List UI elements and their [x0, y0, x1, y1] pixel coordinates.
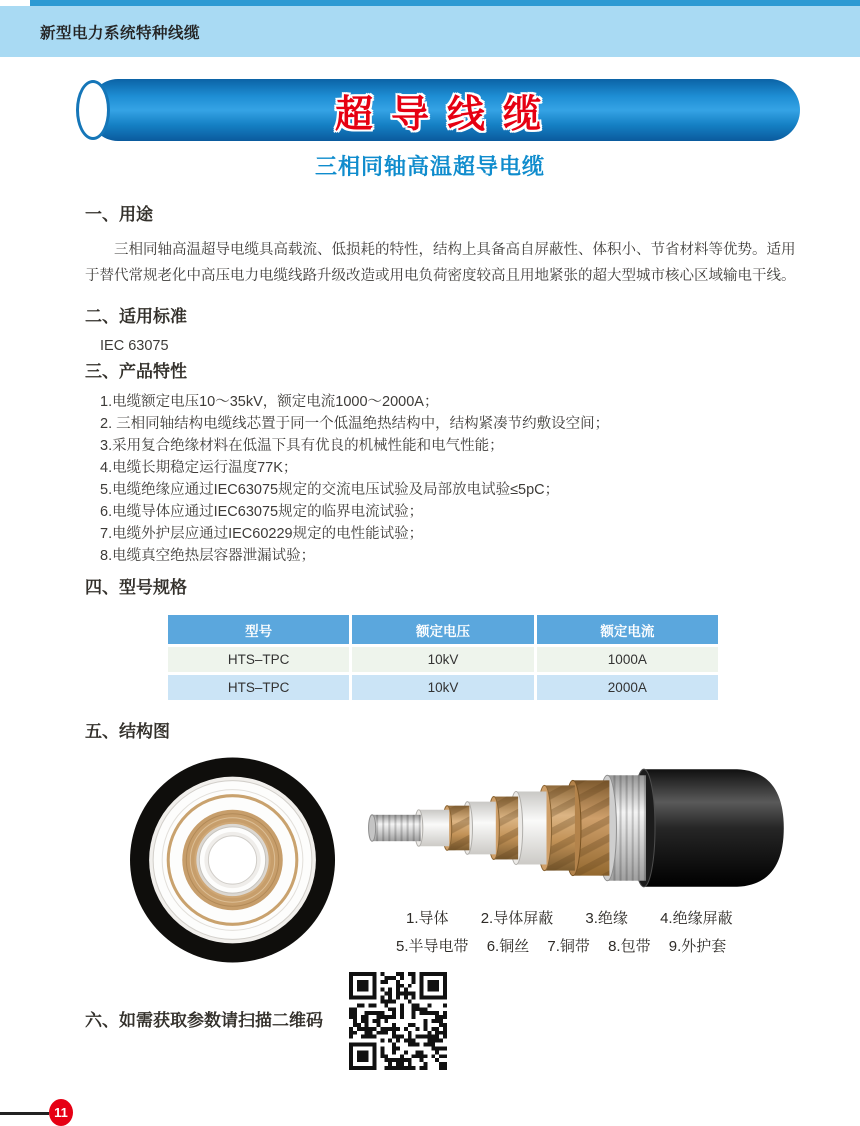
- label-copper-tape: 7.铜带: [547, 938, 590, 955]
- table-header-row: [168, 615, 718, 644]
- table-row: [168, 647, 718, 672]
- label-conductor-screen: 2.导体屏蔽: [480, 910, 554, 927]
- cell-current: 2000A: [537, 675, 718, 700]
- label-copper-wire: 6.铜丝: [486, 938, 530, 955]
- page-number: 11: [54, 1105, 68, 1120]
- structure-labels: [364, 908, 802, 958]
- feature-item: 1.电缆额定电压10～35kV，额定电流1000～2000A；: [100, 394, 439, 410]
- spec-table: [165, 612, 721, 703]
- feature-item: 8.电缆真空绝热层容器泄漏试验；: [100, 548, 316, 564]
- footer-rule: [0, 1112, 49, 1115]
- col-header-model: 型号: [168, 615, 349, 644]
- feature-item: 4.电缆长期稳定运行温度77K；: [100, 460, 298, 476]
- title-banner: [76, 79, 800, 141]
- feature-item: 7.电缆外护层应通过IEC60229规定的电性能试验；: [100, 526, 424, 542]
- cable-cross-section-diagram: [127, 754, 338, 966]
- feature-list: [100, 391, 802, 567]
- section-features: [85, 362, 802, 567]
- usage-paragraph: 三相同轴高温超导电缆具高载流、低损耗的特性，结构上具备高自屏蔽性、体积小、节省材料等优势。适用于替代常规老化中高压电力电缆线路升级改造或用电负荷密度较高且用地紧张的超大型城市核心区域输电干线。: [85, 242, 796, 284]
- col-header-current: 额定电流: [537, 615, 718, 644]
- feature-item: 3.采用复合绝缘材料在低温下具有优良的机械性能和电气性能；: [100, 438, 504, 454]
- section-standards: [85, 307, 802, 356]
- section-models: [85, 578, 802, 703]
- features-heading: 三、产品特性: [85, 362, 187, 381]
- section-structure: [85, 722, 802, 966]
- usage-heading: 一、用途: [85, 205, 153, 224]
- col-header-voltage: 额定电压: [352, 615, 533, 644]
- label-wrapping-tape: 8.包带: [608, 938, 651, 955]
- models-heading: 四、型号规格: [85, 578, 187, 597]
- feature-item: 6.电缆导体应通过IEC63075规定的临界电流试验；: [100, 504, 424, 520]
- cell-model: HTS–TPC: [168, 647, 349, 672]
- feature-item: 5.电缆绝缘应通过IEC63075规定的交流电压试验及局部放电试验≤5pC；: [100, 482, 560, 498]
- cell-voltage: 10kV: [352, 647, 533, 672]
- banner-title: 超导线缆: [334, 93, 559, 136]
- header-bar: [0, 6, 860, 57]
- label-conductor: 1.导体: [406, 910, 449, 927]
- feature-item: 2. 三相同轴结构电缆线芯置于同一个低温绝热结构中，结构紧凑节约敷设空间；: [100, 416, 610, 432]
- table-row: [168, 675, 718, 700]
- label-insulation-screen: 4.绝缘屏蔽: [660, 910, 733, 927]
- labels-row-2: [364, 936, 802, 958]
- structure-diagrams: [85, 754, 802, 966]
- section-usage: [85, 205, 802, 289]
- series-tagline: 新型电力系统特种线缆: [40, 24, 201, 42]
- cell-model: HTS–TPC: [168, 675, 349, 700]
- cable-cutaway-diagram: [364, 762, 800, 894]
- standards-heading: 二、适用标准: [85, 307, 187, 326]
- product-subtitle: 三相同轴高温超导电缆: [314, 154, 545, 179]
- labels-row-1: [364, 908, 802, 930]
- standard-value: IEC 63075: [100, 338, 169, 354]
- cable-cutaway-block: [364, 754, 802, 958]
- structure-heading: 五、结构图: [85, 722, 170, 741]
- section-qr: [85, 972, 802, 1070]
- qr-heading: 六、如需获取参数请扫描二维码: [85, 1011, 323, 1030]
- page-number-badge: [49, 1099, 73, 1126]
- label-outer-sheath: 9.外护套: [668, 938, 727, 955]
- label-semiconductive-tape: 5.半导电带: [396, 938, 469, 955]
- cell-current: 1000A: [537, 647, 718, 672]
- cell-voltage: 10kV: [352, 675, 533, 700]
- label-insulation: 3.绝缘: [585, 910, 628, 927]
- qr-code: [349, 972, 447, 1070]
- page-content: [85, 200, 802, 1070]
